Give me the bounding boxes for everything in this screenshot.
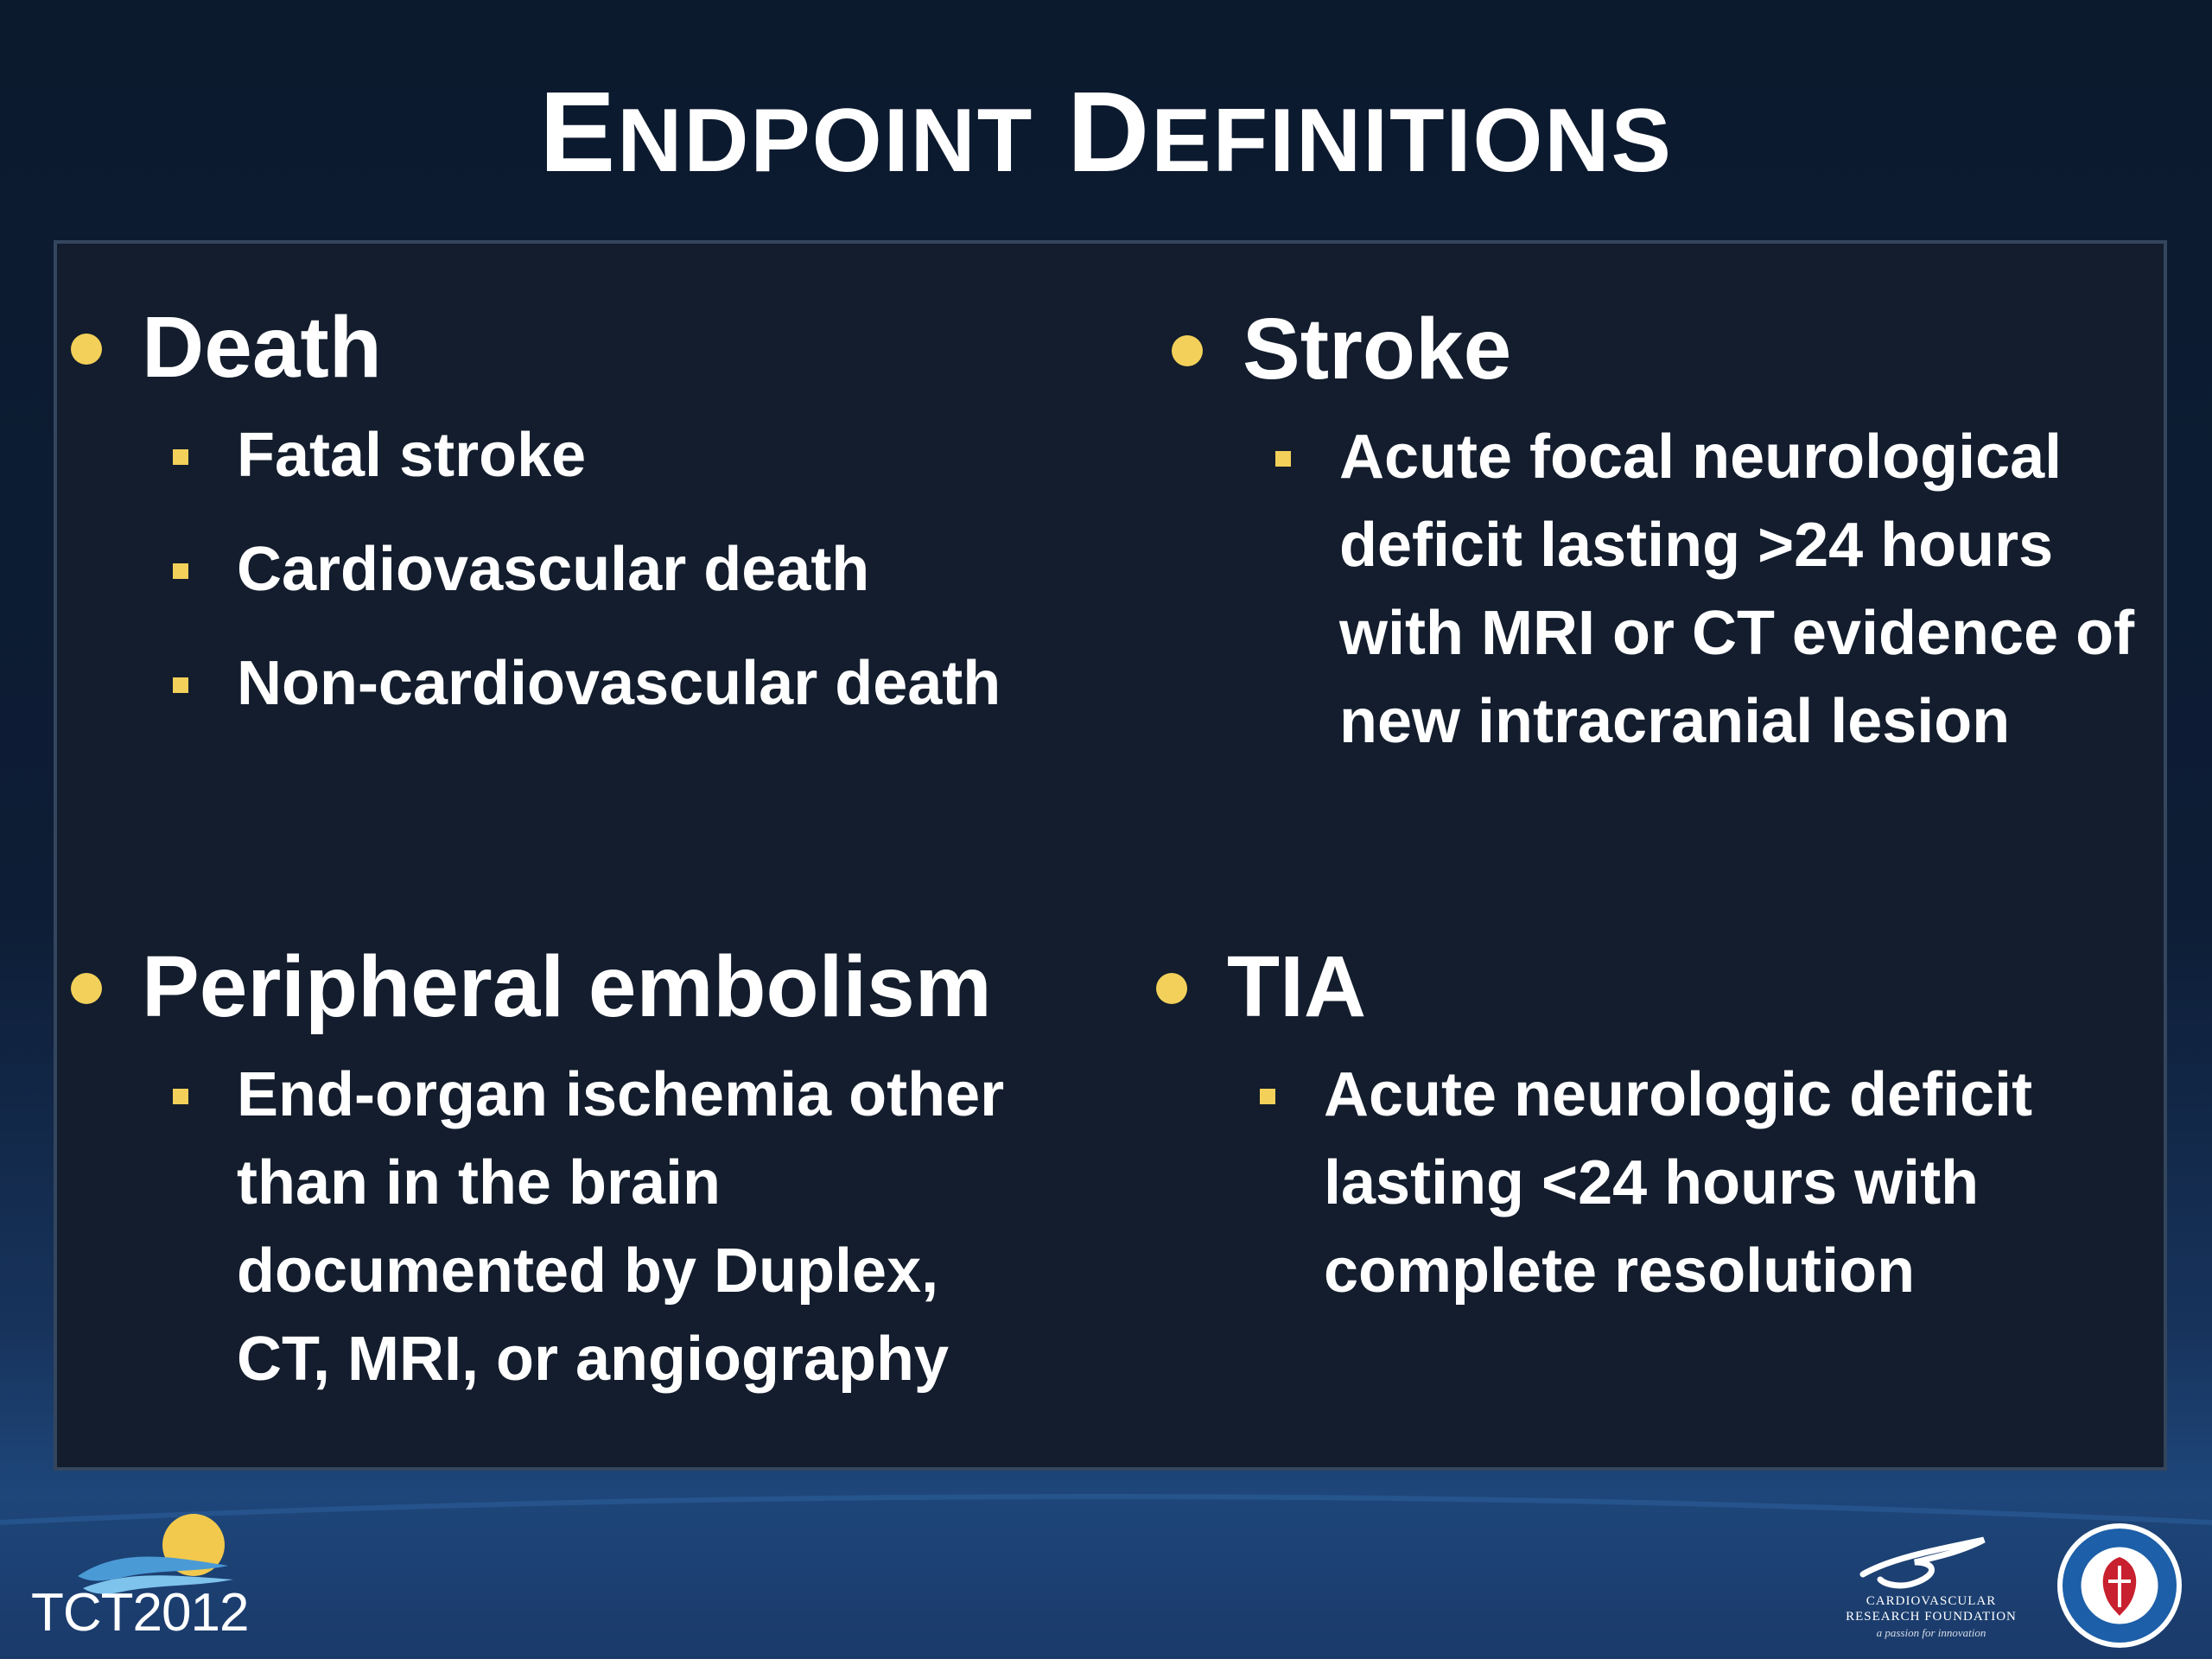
bullet-dot: [1172, 335, 1203, 366]
list-item: [237, 1051, 1187, 1403]
list-item-text: Fatal stroke: [237, 421, 587, 490]
bullet-square: [1275, 451, 1291, 467]
crf-line-2: RESEARCH FOUNDATION: [1846, 1610, 2017, 1624]
list-item-line: complete resolution: [1324, 1236, 1916, 1306]
title-first-cap: E: [539, 68, 618, 195]
acc-seal-icon: [2055, 1521, 2184, 1650]
list-item-line: End-organ ischemia other: [237, 1060, 1005, 1129]
bullet-square: [173, 1089, 188, 1104]
list-item-line: documented by Duplex,: [237, 1236, 939, 1306]
section-heading-text: Stroke: [1243, 301, 1512, 397]
section-heading-text: TIA: [1227, 938, 1367, 1035]
bullet-dot: [71, 334, 102, 365]
list-item-line: CT, MRI, or angiography: [237, 1325, 950, 1394]
section-heading: [142, 296, 382, 399]
section-peripheral-embolism: [142, 935, 1005, 1394]
section-heading-text: Peripheral embolism: [142, 938, 992, 1035]
section-death: [142, 296, 1001, 718]
bullet-square: [173, 563, 188, 579]
content-panel: [54, 240, 2167, 1471]
list-item: [237, 411, 1187, 499]
title-second-rest: EFINITIONS: [1151, 91, 1673, 191]
list-item: [1339, 413, 2203, 766]
list-item: [1324, 1051, 2188, 1315]
list-item: [237, 525, 1187, 613]
crf-logo-text: [1832, 1593, 2031, 1624]
section-heading: [1227, 935, 1366, 1039]
bullet-square: [1260, 1089, 1275, 1104]
list-item-line: new intracranial lesion: [1339, 687, 2011, 756]
crf-line-1: CARDIOVASCULAR: [1866, 1594, 1997, 1608]
tct-logo-text: TCT2012: [31, 1583, 249, 1643]
list-item: [237, 639, 1187, 728]
bullet-square: [173, 677, 188, 693]
section-heading-text: Death: [142, 299, 382, 396]
bullet-square: [173, 449, 188, 465]
list-item-line: than in the brain: [237, 1148, 721, 1217]
title-second-cap: D: [1066, 68, 1152, 195]
slide-title: [0, 67, 2212, 206]
list-item-line: deficit lasting >24 hours: [1339, 511, 2054, 580]
list-item-text: Non-cardiovascular death: [237, 649, 1001, 718]
list-item-text: Cardiovascular death: [237, 535, 870, 604]
list-item-line: lasting <24 hours with: [1324, 1148, 1980, 1217]
section-stroke: [1243, 297, 2135, 756]
section-heading: [142, 935, 992, 1039]
section-tia: [1227, 935, 2033, 1306]
crf-tagline: a passion for innovation: [1876, 1626, 1986, 1639]
section-heading: [1243, 297, 1511, 401]
list-item-line: Acute focal neurological: [1339, 423, 2063, 492]
title-first-rest: NDPOINT: [617, 91, 1034, 191]
list-item-line: Acute neurologic deficit: [1324, 1060, 2033, 1129]
bullet-dot: [71, 973, 102, 1004]
list-item-line: with MRI or CT evidence of: [1339, 599, 2135, 668]
bullet-dot: [1156, 973, 1187, 1004]
